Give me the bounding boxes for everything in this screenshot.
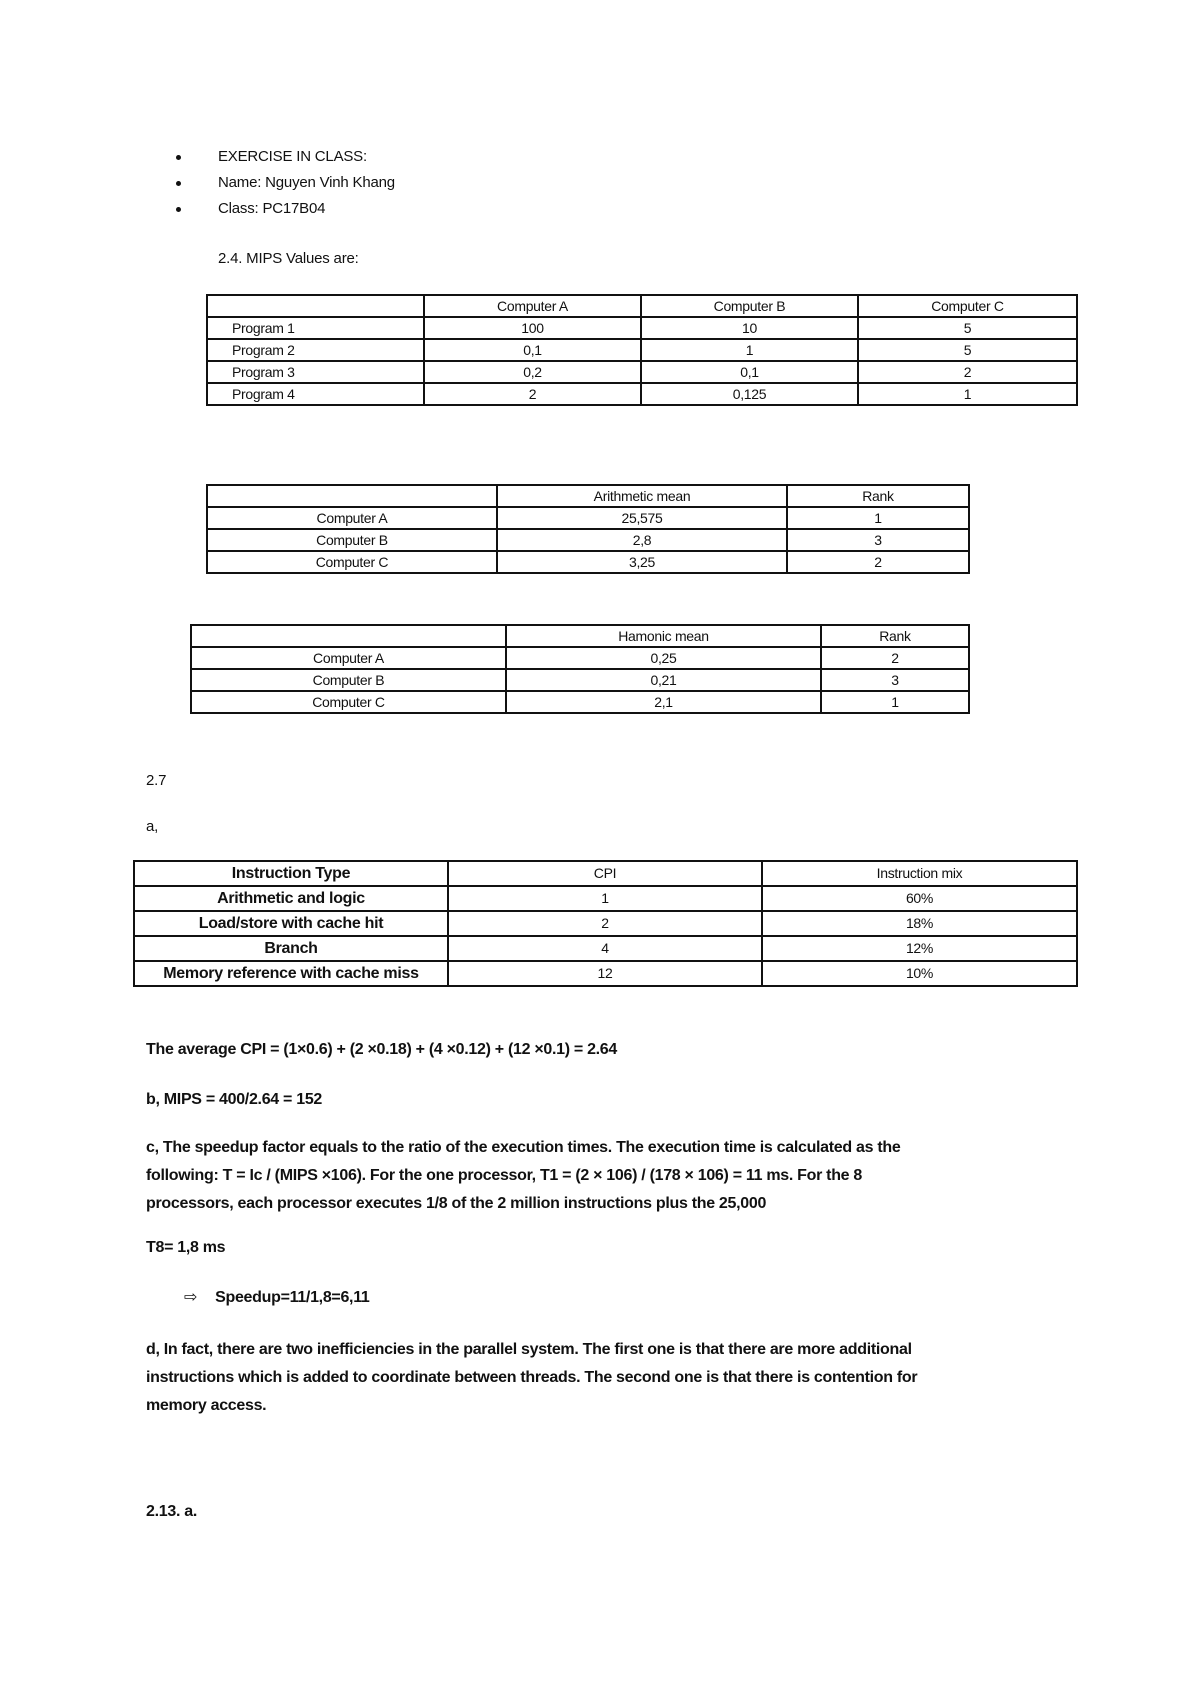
paragraph-line: d, In fact, there are two inefficiencies in the parallel system. The first one is that there are more additional [146,1341,912,1358]
table-cell: 10 [641,317,858,339]
table-cell: 10% [762,961,1077,986]
table-cell: Computer C [207,551,497,573]
table-cell: 0,21 [506,669,821,691]
table-cell: Program 4 [207,383,424,405]
bullet-item: Class: PC17B04 [176,196,395,222]
table-cell: Branch [134,936,448,961]
table-cell: 2 [424,383,641,405]
table-cell [207,295,424,317]
table-cell: 60% [762,886,1077,911]
part-b-line: b, MIPS = 400/2.64 = 152 [146,1091,323,1108]
average-cpi-line: The average CPI = (1×0.6) + (2 ×0.18) + (4 ×0.12) + (12 ×0.1) = 2.64 [146,1041,618,1058]
table-row [207,551,969,573]
harmonic-mean-table [190,624,970,714]
table-cell: 2 [821,647,969,669]
table-cell: 3 [821,669,969,691]
table-cell: 2 [858,361,1077,383]
table-cell: 0,25 [506,647,821,669]
paragraph-line: c, The speedup factor equals to the ratio of the execution times. The execution time is calculated as the [146,1139,901,1156]
table-row [191,669,969,691]
table-row [207,339,1077,361]
table-cell: Computer B [191,669,506,691]
table-cell: 3,25 [497,551,787,573]
table-cell: Program 3 [207,361,424,383]
arrow-right-icon: ⇨ [184,1289,198,1306]
table-cell: CPI [448,861,762,886]
t8-line: T8= 1,8 ms [146,1239,226,1256]
speedup-line: ⇨ Speedup=11/1,8=6,11 [184,1284,370,1312]
table-cell: 2,1 [506,691,821,713]
bullet-item: EXERCISE IN CLASS: [176,144,395,170]
table-cell [207,485,497,507]
table-cell: Memory reference with cache miss [134,961,448,986]
table-cell: 18% [762,911,1077,936]
table-row [207,317,1077,339]
table-cell: Rank [821,625,969,647]
table-row [134,911,1077,936]
table-cell: 1 [641,339,858,361]
section-2-4-label: 2.4. MIPS Values are: [218,250,359,267]
instruction-table [133,860,1078,987]
table-cell: Program 1 [207,317,424,339]
table-cell: Load/store with cache hit [134,911,448,936]
table-row [134,961,1077,986]
table-cell: Computer A [191,647,506,669]
table-header-row [134,861,1077,886]
table-cell: Rank [787,485,969,507]
section-2-13-label: 2.13. a. [146,1503,197,1520]
table-cell: 0,125 [641,383,858,405]
table-cell: 1 [858,383,1077,405]
table-cell: 25,575 [497,507,787,529]
table-cell: Arithmetic and logic [134,886,448,911]
table-row [207,507,969,529]
part-d-paragraph [146,1336,1156,1420]
part-a-label: a, [146,818,159,835]
table-cell: Program 2 [207,339,424,361]
table-cell: Arithmetic mean [497,485,787,507]
paragraph-line: instructions which is added to coordinate between threads. The second one is that there is contention for [146,1369,918,1386]
table-row [191,647,969,669]
table-cell: 1 [821,691,969,713]
table-cell: 0,1 [641,361,858,383]
table-cell: Computer B [207,529,497,551]
table-cell [191,625,506,647]
table-cell: 12% [762,936,1077,961]
table-cell: 1 [787,507,969,529]
table-cell: 5 [858,339,1077,361]
table-cell: 12 [448,961,762,986]
table-header-row [207,485,969,507]
part-c-paragraph [146,1134,1146,1218]
table-header-row [191,625,969,647]
table-cell: Computer A [424,295,641,317]
table-row [134,886,1077,911]
table-cell: 2,8 [497,529,787,551]
table-row [191,691,969,713]
table-cell: 1 [448,886,762,911]
paragraph-line: memory access. [146,1397,267,1414]
table-cell: Instruction Type [134,861,448,886]
table-cell: 0,2 [424,361,641,383]
arithmetic-mean-table [206,484,970,574]
table-cell: Instruction mix [762,861,1077,886]
table-cell: Computer B [641,295,858,317]
table-cell: 5 [858,317,1077,339]
table-row [207,383,1077,405]
table-row [134,936,1077,961]
table-cell: 2 [787,551,969,573]
table-cell: 0,1 [424,339,641,361]
table-cell: Computer A [207,507,497,529]
mips-table [206,294,1078,406]
table-cell: 4 [448,936,762,961]
table-cell: 100 [424,317,641,339]
table-header-row [207,295,1077,317]
table-cell: Computer C [191,691,506,713]
table-row [207,529,969,551]
paragraph-line: processors, each processor executes 1/8 of the 2 million instructions plus the 25,000 [146,1195,767,1212]
section-2-7-label: 2.7 [146,772,167,789]
table-cell: Computer C [858,295,1077,317]
table-cell: 2 [448,911,762,936]
header-bullets [176,144,395,222]
table-row [207,361,1077,383]
table-cell: Hamonic mean [506,625,821,647]
paragraph-line: following: T = Ic / (MIPS ×106). For the one processor, T1 = (2 × 106) / (178 × 106) = 11 ms. For the 8 [146,1167,863,1184]
bullet-item: Name: Nguyen Vinh Khang [176,170,395,196]
table-cell: 3 [787,529,969,551]
